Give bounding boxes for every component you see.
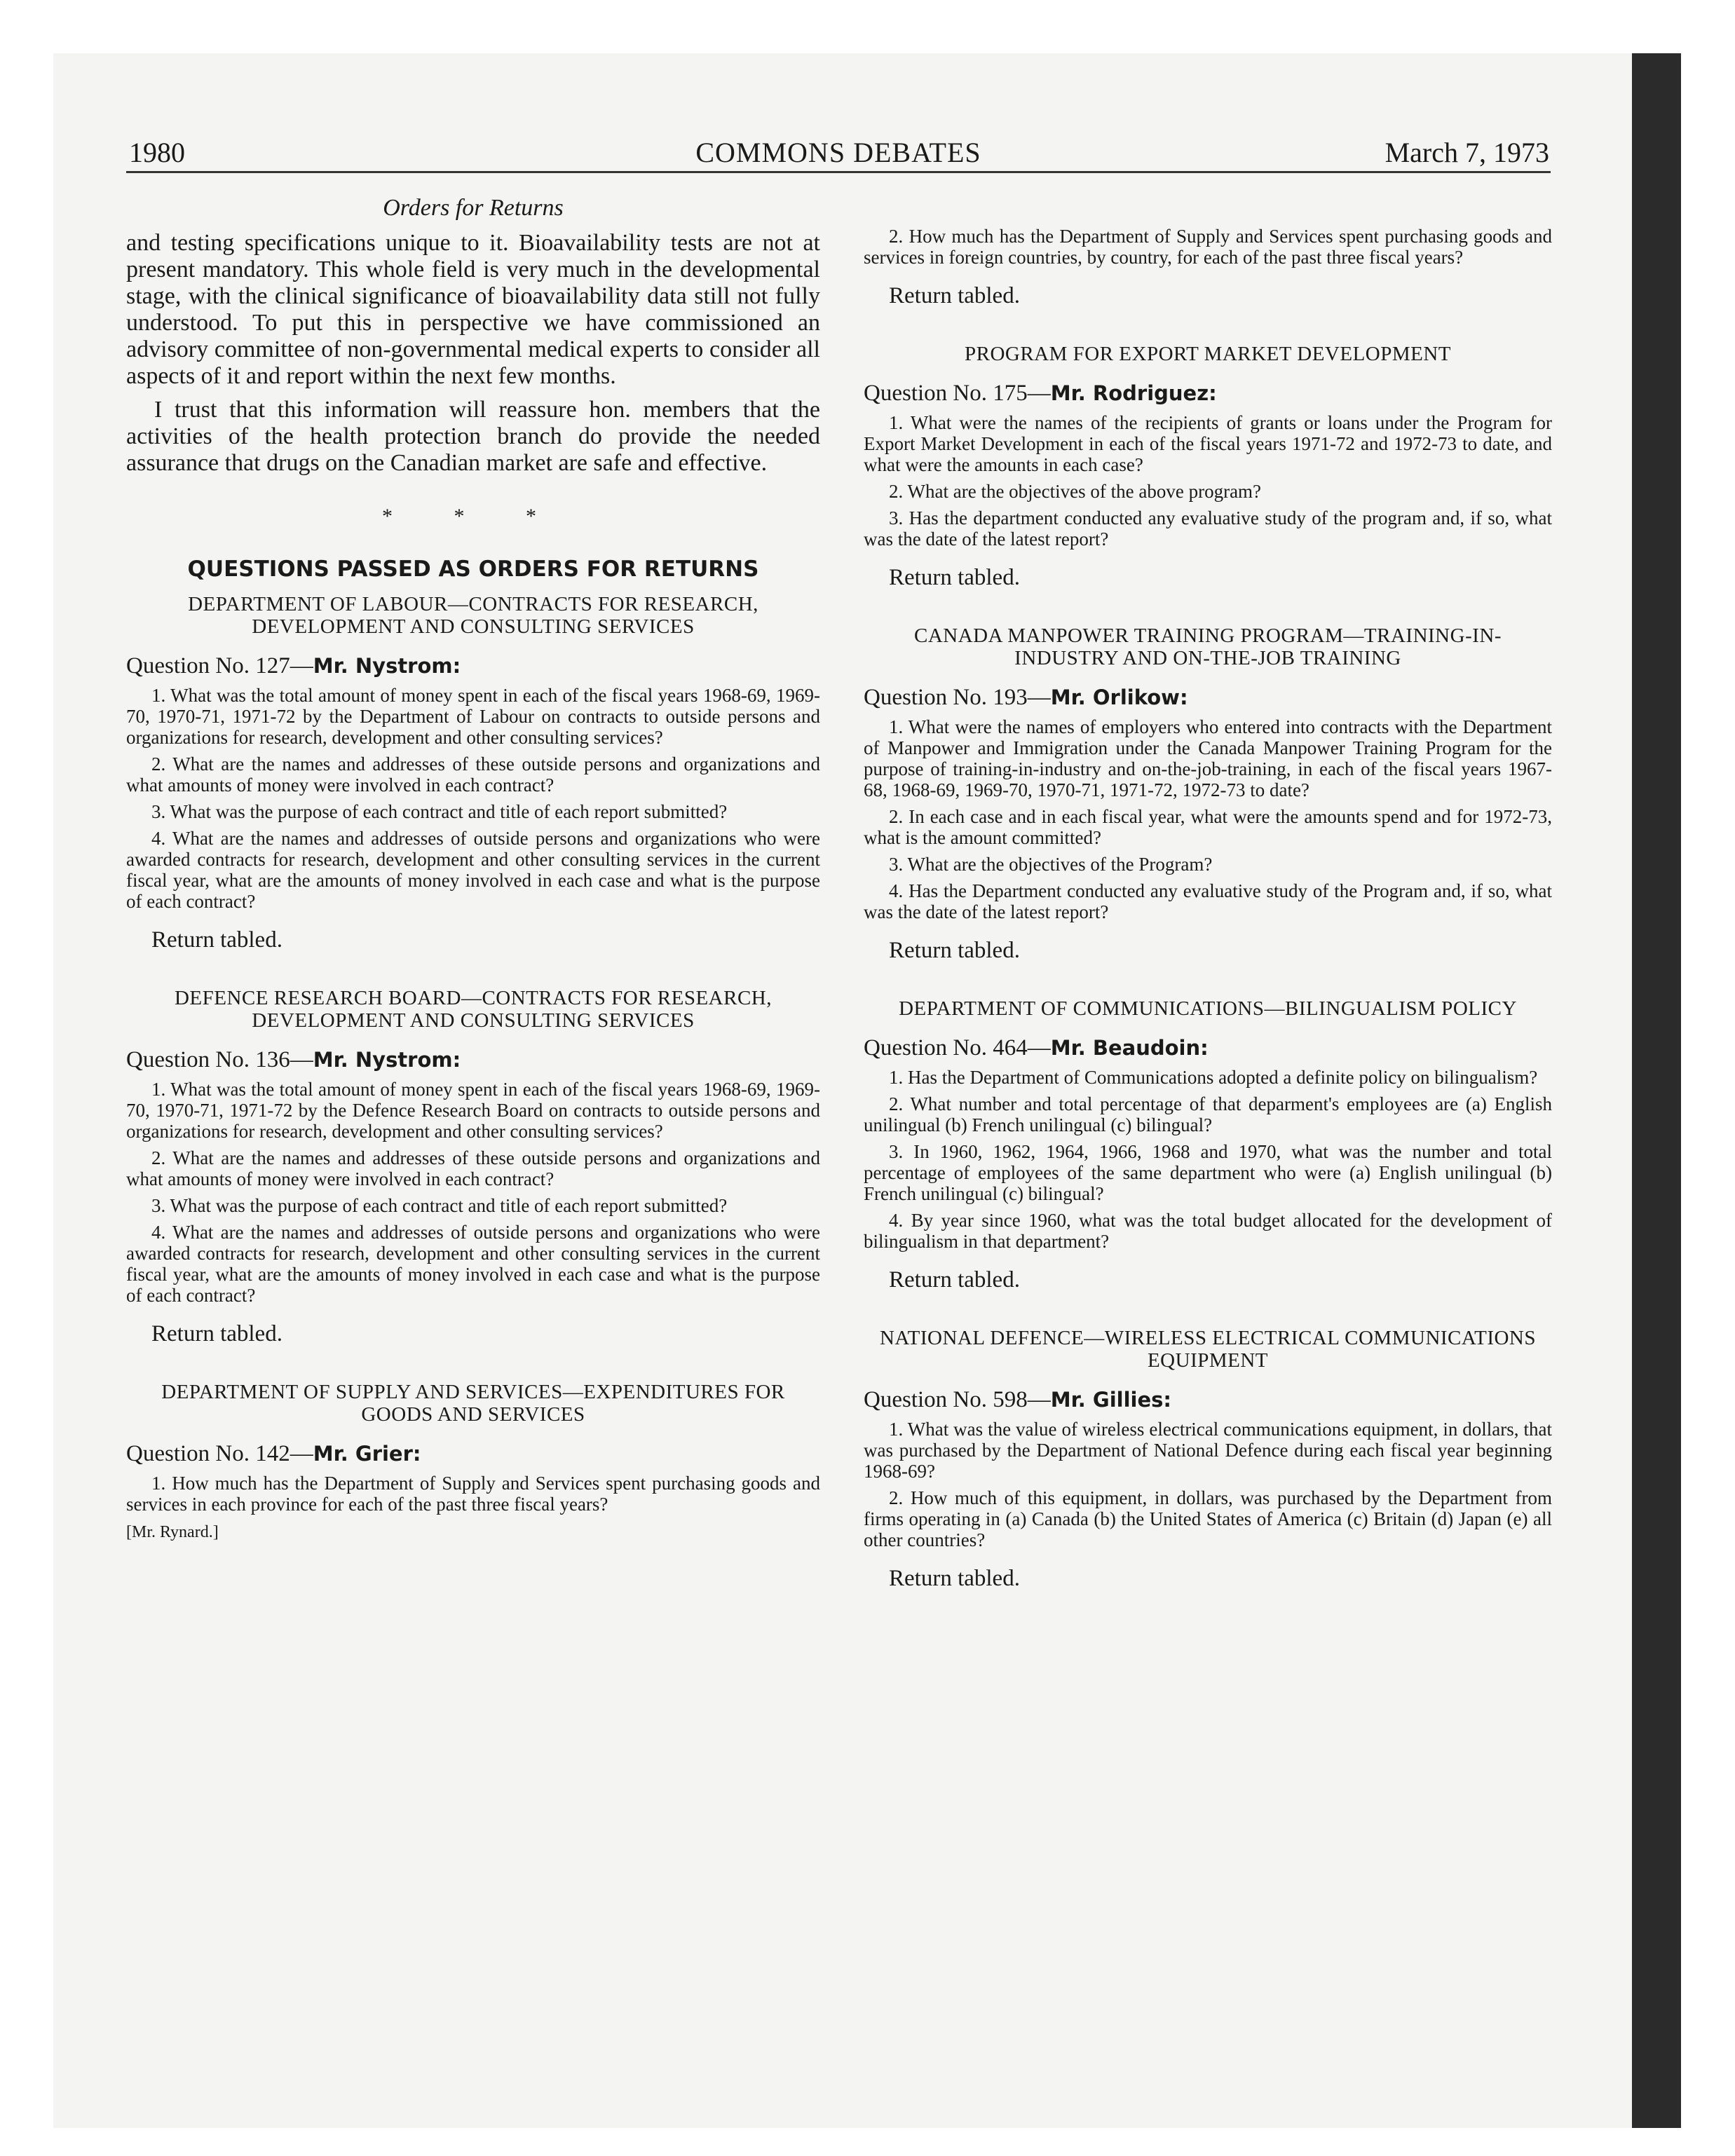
return-note: Return tabled. bbox=[889, 565, 1020, 590]
question-heading: DEPARTMENT OF SUPPLY AND SERVICES—EXPENDITURES FOR GOODS AND SERVICES bbox=[161, 1381, 785, 1426]
member-name: Mr. Gillies: bbox=[1050, 1388, 1171, 1412]
section-label: Orders for Returns bbox=[383, 195, 564, 221]
question-item: 1. What was the total amount of money spent in each of the fiscal years 1968-69, 1969-70, 1970-71, 1971-72 by the Defence Research Board on contracts to outside persons and organizations for research, development and other consulting services? bbox=[126, 1079, 820, 1142]
paragraph: and testing specifications unique to it. Bioavailability tests are not at present mandatory. This whole field is very much in the developmental stage, with the clinical significance of bioavailability data still not fully understood. To put this in perspective we have commissioned an advisory committee of non-governmental medical experts to consider all aspects of it and report within the next few months. bbox=[126, 230, 820, 389]
paragraph: I trust that this information will reassure hon. members that the activities of the health protection branch do provide the needed assurance that drugs on the Canadian market are safe and effective. bbox=[126, 397, 820, 476]
question-heading: NATIONAL DEFENCE—WIRELESS ELECTRICAL COMMUNICATIONS EQUIPMENT bbox=[879, 1327, 1536, 1372]
member-name: Mr. Beaudoin: bbox=[1050, 1036, 1209, 1060]
question-block bbox=[126, 987, 820, 1347]
question-heading: PROGRAM FOR EXPORT MARKET DEVELOPMENT bbox=[964, 343, 1452, 365]
question-item: 1. What was the value of wireless electrical communications equipment, in dollars, that was purchased by the Department of National Defence during each fiscal year beginning 1968-69? bbox=[864, 1419, 1552, 1482]
question-block bbox=[126, 1381, 820, 1515]
member-name: Mr. Rodriguez: bbox=[1050, 381, 1217, 405]
question-item: 4. What are the names and addresses of outside persons and organizations who were awarded contracts for research, development and other consulting services in the current fiscal year, what are the amounts of money involved in each case and what is the purpose of each contract? bbox=[126, 1222, 820, 1306]
question-number: Question No. 127—Mr. Nystrom: bbox=[126, 653, 461, 678]
question-block bbox=[126, 593, 820, 953]
question-heading: CANADA MANPOWER TRAINING PROGRAM—TRAINING-IN-INDUSTRY AND ON-THE-JOB TRAINING bbox=[914, 625, 1502, 669]
question-number: Question No. 464—Mr. Beaudoin: bbox=[864, 1035, 1209, 1060]
question-block bbox=[864, 625, 1552, 964]
member-name: Mr. Nystrom: bbox=[313, 1048, 461, 1072]
question-item: 3. Has the department conducted any evaluative study of the program and, if so, what was the date of the latest report? bbox=[864, 507, 1552, 550]
question-number: Question No. 193—Mr. Orlikow: bbox=[864, 685, 1188, 710]
question-block bbox=[864, 997, 1552, 1293]
question-item: 2. What are the names and addresses of these outside persons and organizations and what amounts of money were involved in each contract? bbox=[126, 1147, 820, 1189]
speaker-note: [Mr. Rynard.] bbox=[126, 1523, 219, 1541]
member-name: Mr. Grier: bbox=[313, 1442, 421, 1466]
question-heading: DEPARTMENT OF COMMUNICATIONS—BILINGUALISM POLICY bbox=[899, 997, 1517, 1020]
question-number: Question No. 136—Mr. Nystrom: bbox=[126, 1047, 461, 1072]
return-note: Return tabled. bbox=[889, 938, 1020, 963]
return-note: Return tabled. bbox=[889, 1566, 1020, 1591]
question-item: 1. How much has the Department of Supply and Services spent purchasing goods and services in each province for each of the past three fiscal years? bbox=[126, 1473, 820, 1515]
publication-title: COMMONS DEBATES bbox=[695, 137, 981, 168]
question-item: 1. What were the names of employers who entered into contracts with the Department of Manpower and Immigration under the Canada Manpower Training Program for the purpose of training-in-industry and on-the-job-training, in each of the fiscal years 1967-68, 1968-69, 1969-70, 1970-71, 1971-72, 1972-73 to date? bbox=[864, 716, 1552, 800]
question-number: Question No. 598—Mr. Gillies: bbox=[864, 1387, 1171, 1412]
return-note: Return tabled. bbox=[889, 283, 1020, 308]
section-divider: * * * bbox=[382, 505, 564, 528]
question-item: 3. What are the objectives of the Program? bbox=[889, 854, 1213, 875]
issue-date: March 7, 1973 bbox=[1384, 137, 1549, 168]
question-item: 1. Has the Department of Communications adopted a definite policy on bilingualism? bbox=[889, 1067, 1538, 1088]
question-item: 2. What number and total percentage of that deparment's employees are (a) English unilingual (b) French unilingual (c) bilingual? bbox=[864, 1093, 1552, 1135]
question-item: 2. What are the names and addresses of these outside persons and organizations and what amounts of money were involved in each contract? bbox=[126, 753, 820, 796]
question-block bbox=[864, 343, 1552, 591]
question-item: 4. By year since 1960, what was the total budget allocated for the development of bilingualism in that department? bbox=[864, 1210, 1552, 1252]
question-item: 3. What was the purpose of each contract and title of each report submitted? bbox=[151, 801, 728, 822]
right-column bbox=[864, 226, 1552, 1625]
question-number: Question No. 175—Mr. Rodriguez: bbox=[864, 381, 1217, 406]
question-item: 1. What were the names of the recipients of grants or loans under the Program for Export Market Development in each of the fiscal years 1971-72 and 1972-73 to date, and what were the amounts in each case? bbox=[864, 412, 1552, 475]
page-header bbox=[126, 135, 1551, 173]
return-note: Return tabled. bbox=[889, 1267, 1020, 1292]
question-item: 2. How much of this equipment, in dollars, was purchased by the Department from firms operating in (a) Canada (b) the United States of America (c) Britain (d) Japan (e) all other countries? bbox=[864, 1487, 1552, 1550]
question-item: 4. What are the names and addresses of outside persons and organizations who were awarded contracts for research, development and other consulting services in the current fiscal year, what are the amounts of money involved in each case and what is the purpose of each contract? bbox=[126, 828, 820, 912]
question-item: 2. In each case and in each fiscal year, what were the amounts spend and for 1972-73, what is the amount committed? bbox=[864, 806, 1552, 848]
return-note: Return tabled. bbox=[151, 1321, 283, 1346]
question-heading: DEFENCE RESEARCH BOARD—CONTRACTS FOR RESEARCH, DEVELOPMENT AND CONSULTING SERVICES bbox=[174, 987, 773, 1032]
page-number: 1980 bbox=[129, 137, 185, 168]
question-item: 2. What are the objectives of the above program? bbox=[889, 481, 1262, 502]
question-heading: DEPARTMENT OF LABOUR—CONTRACTS FOR RESEARCH, DEVELOPMENT AND CONSULTING SERVICES bbox=[188, 593, 758, 638]
question-item: 1. What was the total amount of money spent in each of the fiscal years 1968-69, 1969-70, 1970-71, 1971-72 by the Department of Labour on contracts to outside persons and organizations for research, development and other consulting services? bbox=[126, 685, 820, 748]
question-number: Question No. 142—Mr. Grier: bbox=[126, 1441, 421, 1466]
question-item: 3. What was the purpose of each contract and title of each report submitted? bbox=[151, 1195, 728, 1216]
question-item: 4. Has the Department conducted any evaluative study of the Program and, if so, what was the date of the latest report? bbox=[864, 880, 1552, 922]
member-name: Mr. Orlikow: bbox=[1050, 685, 1188, 709]
scan-edge bbox=[1632, 53, 1681, 2128]
left-column bbox=[126, 195, 820, 1542]
question-item: 2. How much has the Department of Supply and Services spent purchasing goods and services in foreign countries, by country, for each of the past three fiscal years? bbox=[864, 226, 1552, 268]
main-heading: QUESTIONS PASSED AS ORDERS FOR RETURNS bbox=[187, 557, 759, 582]
question-block bbox=[864, 1327, 1552, 1592]
member-name: Mr. Nystrom: bbox=[313, 654, 461, 678]
question-item: 3. In 1960, 1962, 1964, 1966, 1968 and 1970, what was the number and total percentage of employees of the same department who were (a) English unilingual (b) French unilingual (c) bilingual? bbox=[864, 1141, 1552, 1204]
return-note: Return tabled. bbox=[151, 927, 283, 953]
